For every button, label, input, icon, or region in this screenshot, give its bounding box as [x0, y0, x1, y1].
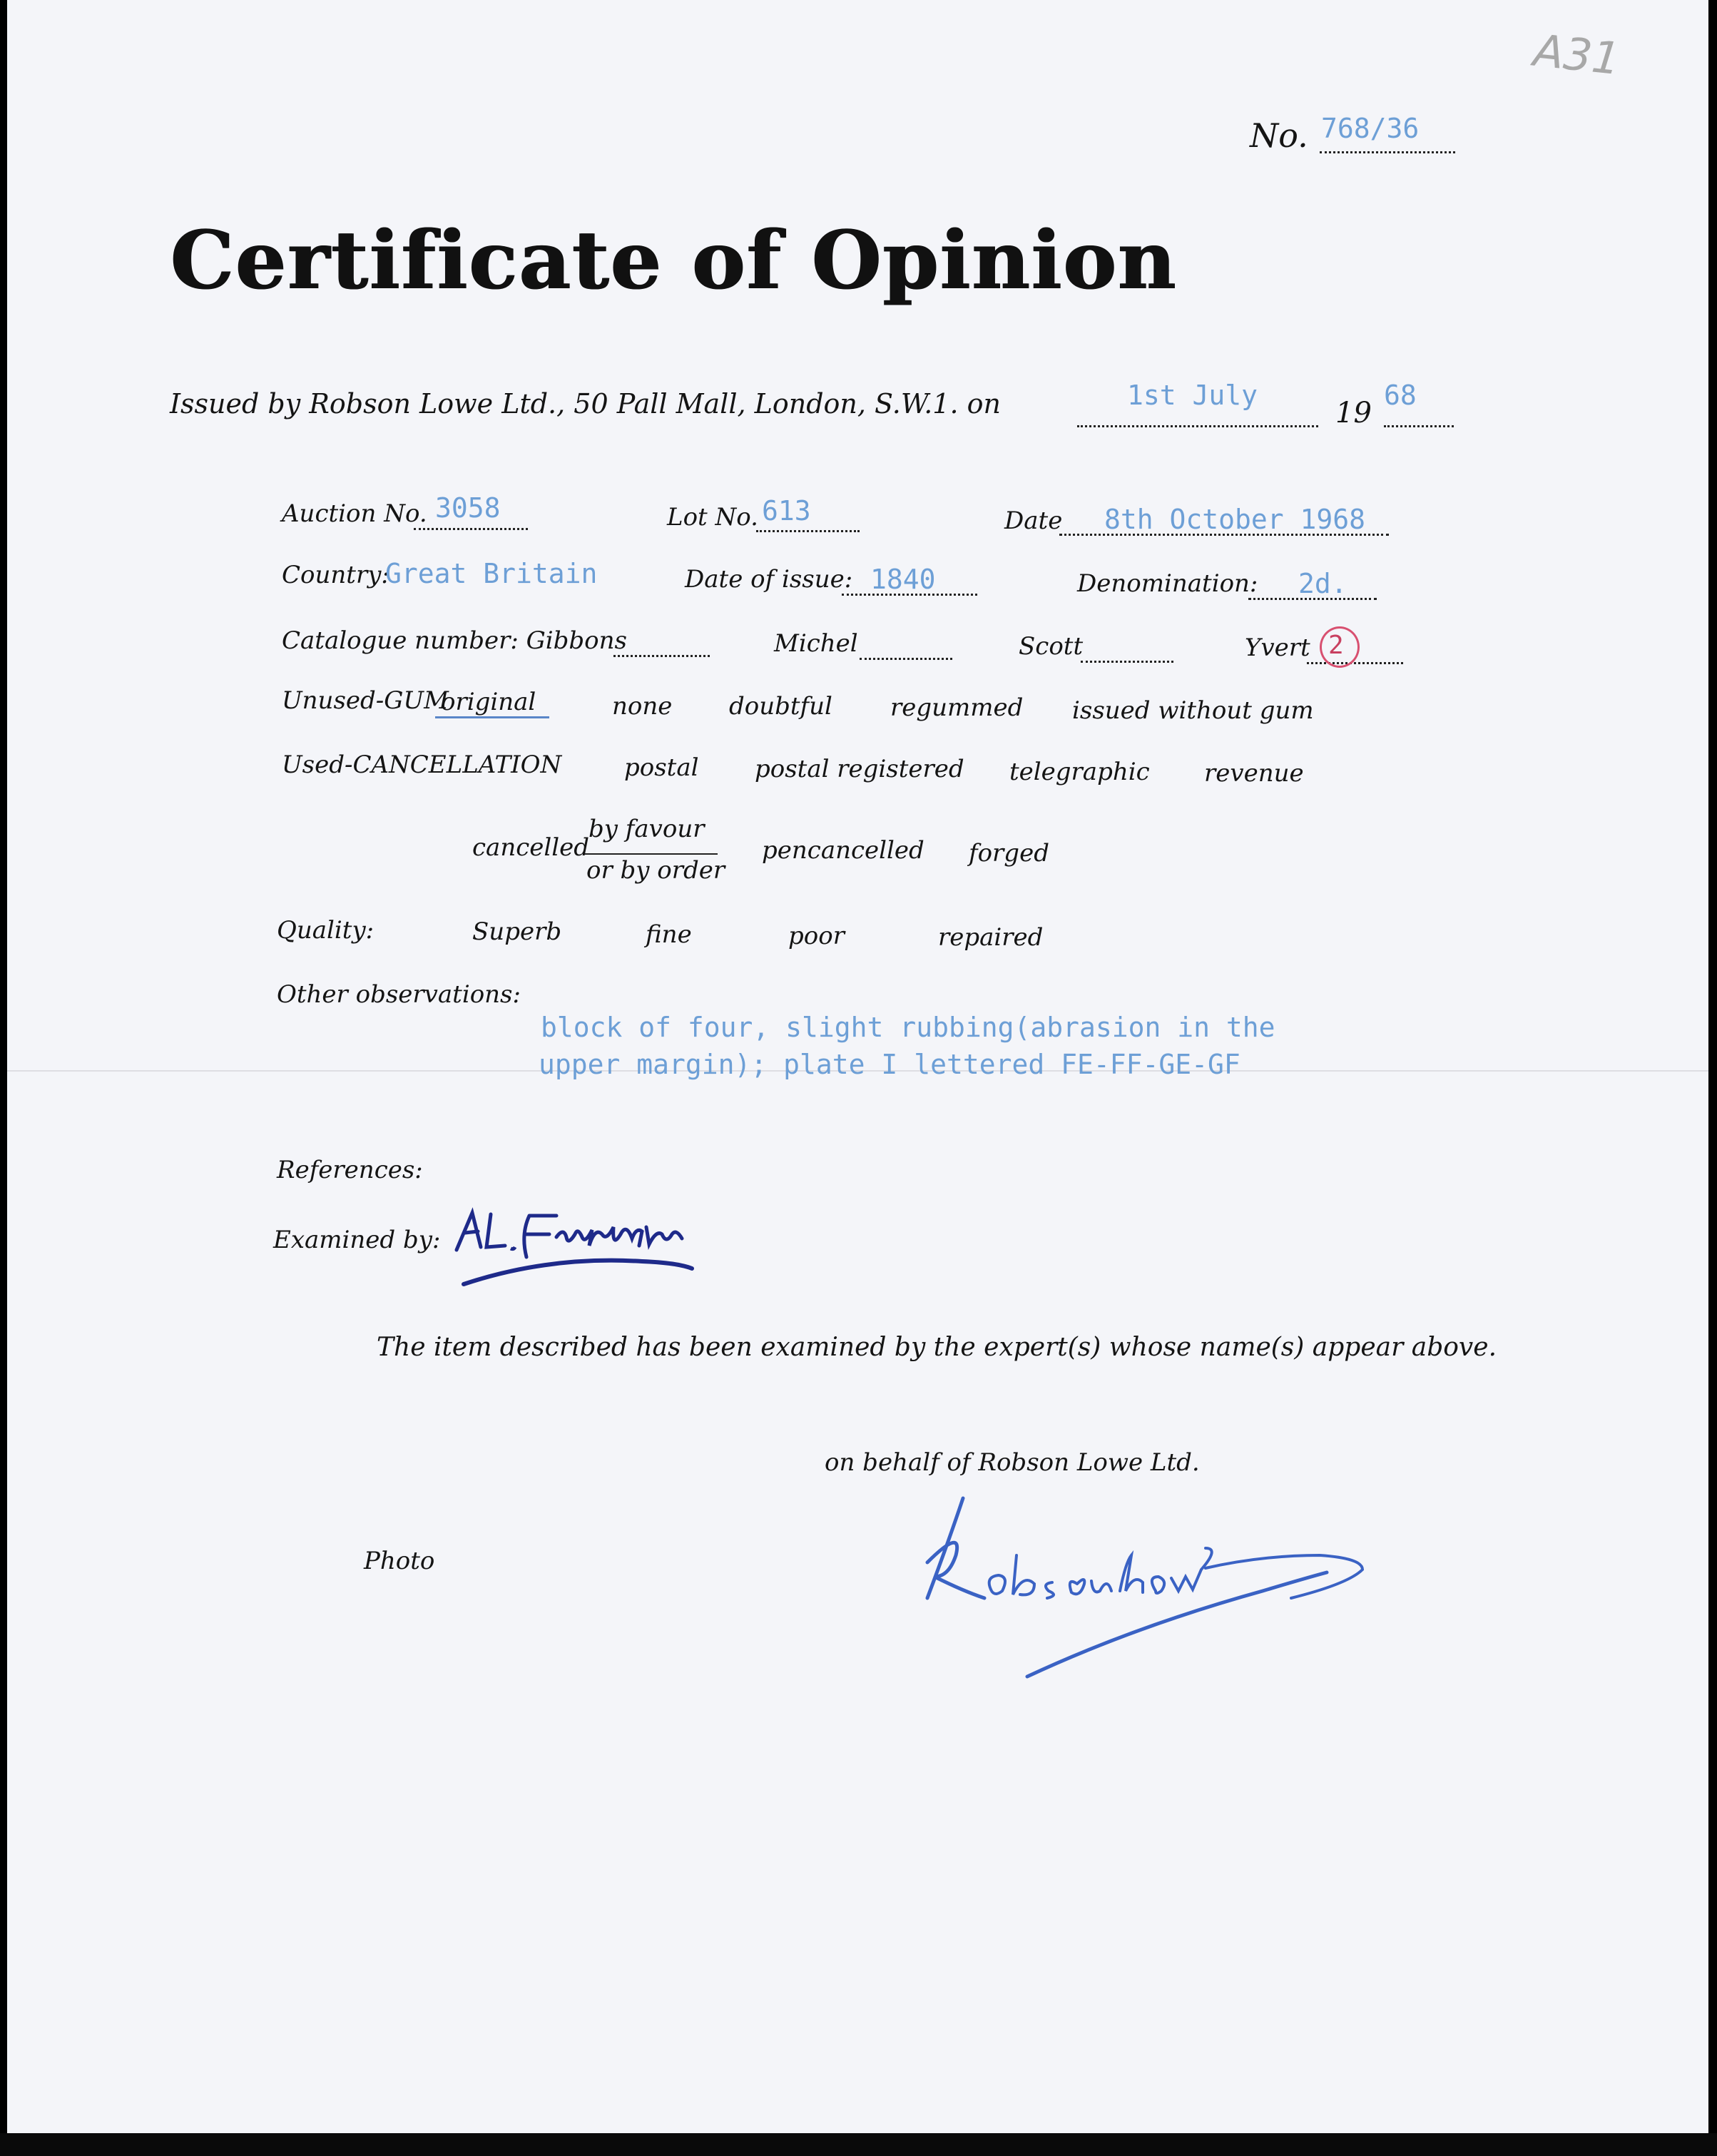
- page-title: Certificate of Opinion: [170, 214, 1177, 307]
- gum-option-issued-without-gum: issued without gum: [1072, 696, 1314, 725]
- cancellation-option-postal-registered: postal registered: [755, 755, 964, 783]
- michel-dots: [860, 658, 952, 660]
- quality-label: Quality:: [277, 916, 375, 945]
- lot-no-value: 613: [762, 495, 811, 527]
- unused-gum-label: Unused-GUM: [282, 686, 449, 715]
- yvert-label: Yvert: [1245, 634, 1310, 662]
- forged-option: forged: [969, 839, 1049, 868]
- certificate-sheet: [7, 0, 1708, 2133]
- gum-option-none: none: [612, 692, 673, 721]
- gum-option-original: original: [441, 688, 536, 716]
- on-behalf-text: on behalf of Robson Lowe Ltd.: [825, 1448, 1200, 1477]
- certificate-no-dots: [1320, 151, 1455, 153]
- quality-option-poor: poor: [788, 922, 845, 950]
- auction-no-value: 3058: [435, 492, 501, 524]
- scott-dots: [1081, 661, 1173, 663]
- issued-year-prefix: 19: [1335, 397, 1372, 429]
- gum-option-doubtful: doubtful: [729, 692, 832, 721]
- gum-option-regummed: regummed: [890, 693, 1024, 722]
- auction-date-label: Date: [1004, 507, 1063, 535]
- date-of-issue-label: Date of issue:: [685, 565, 853, 594]
- lot-no-dots: [756, 530, 860, 532]
- auction-date-value: 8th October 1968: [1104, 504, 1366, 535]
- photo-label: Photo: [364, 1547, 435, 1575]
- lot-no-label: Lot No.: [667, 503, 758, 532]
- pencancelled-option: pencancelled: [762, 836, 924, 865]
- fraction-rule: [585, 853, 718, 855]
- cancellation-option-telegraphic: telegraphic: [1009, 758, 1150, 786]
- issued-year-dots: [1384, 425, 1454, 427]
- catalogue-gibbons-label: Catalogue number: Gibbons: [282, 626, 627, 655]
- observations-line-2: upper margin); plate I lettered FE-FF-GE-GF: [539, 1049, 1240, 1080]
- issued-date-dots: [1077, 425, 1318, 427]
- observations-line-1: block of four, slight rubbing(abrasion in the: [541, 1012, 1275, 1043]
- scott-label: Scott: [1019, 632, 1084, 661]
- scan-border: [0, 2133, 1717, 2156]
- country-label: Country:: [282, 561, 389, 589]
- michel-label: Michel: [774, 629, 858, 658]
- other-observations-label: Other observations:: [277, 980, 521, 1009]
- archive-pencil-mark: A31: [1531, 24, 1623, 86]
- examined-by-label: Examined by:: [273, 1226, 441, 1254]
- issued-by-text: Issued by Robson Lowe Ltd., 50 Pall Mall, London, S.W.1. on: [170, 388, 1001, 419]
- certificate-no-value: 768/36: [1321, 113, 1420, 144]
- cancelled-or-by-order: or by order: [586, 856, 725, 885]
- auction-no-label: Auction No.: [282, 499, 427, 528]
- gibbons-dots: [613, 655, 710, 657]
- yvert-dots: [1307, 662, 1403, 664]
- cancellation-option-postal: postal: [624, 753, 699, 782]
- country-value: Great Britain: [385, 558, 598, 589]
- cancelled-label: cancelled: [472, 833, 590, 862]
- cancelled-by-favour: by favour: [589, 815, 705, 843]
- issued-year-value: 68: [1384, 380, 1417, 411]
- examiner-signature: [449, 1206, 720, 1298]
- issued-date-value: 1st July: [1127, 380, 1258, 411]
- denomination-value: 2d.: [1298, 568, 1347, 599]
- certificate-no-label: No.: [1250, 116, 1308, 155]
- gum-original-underline: [435, 716, 549, 718]
- references-label: References:: [277, 1156, 423, 1184]
- yvert-value: 2: [1328, 631, 1344, 660]
- examination-statement: The item described has been examined by the expert(s) whose name(s) appear above.: [377, 1333, 1497, 1362]
- cancellation-option-revenue: revenue: [1204, 759, 1304, 788]
- quality-option-repaired: repaired: [938, 923, 1044, 952]
- denomination-label: Denomination:: [1077, 569, 1258, 598]
- date-of-issue-value: 1840: [870, 564, 936, 595]
- robson-lowe-signature: [920, 1484, 1377, 1691]
- used-cancellation-label: Used-CANCELLATION: [282, 751, 562, 779]
- quality-option-superb: Superb: [472, 917, 562, 946]
- auction-no-dots: [414, 528, 528, 530]
- quality-option-fine: fine: [646, 920, 692, 949]
